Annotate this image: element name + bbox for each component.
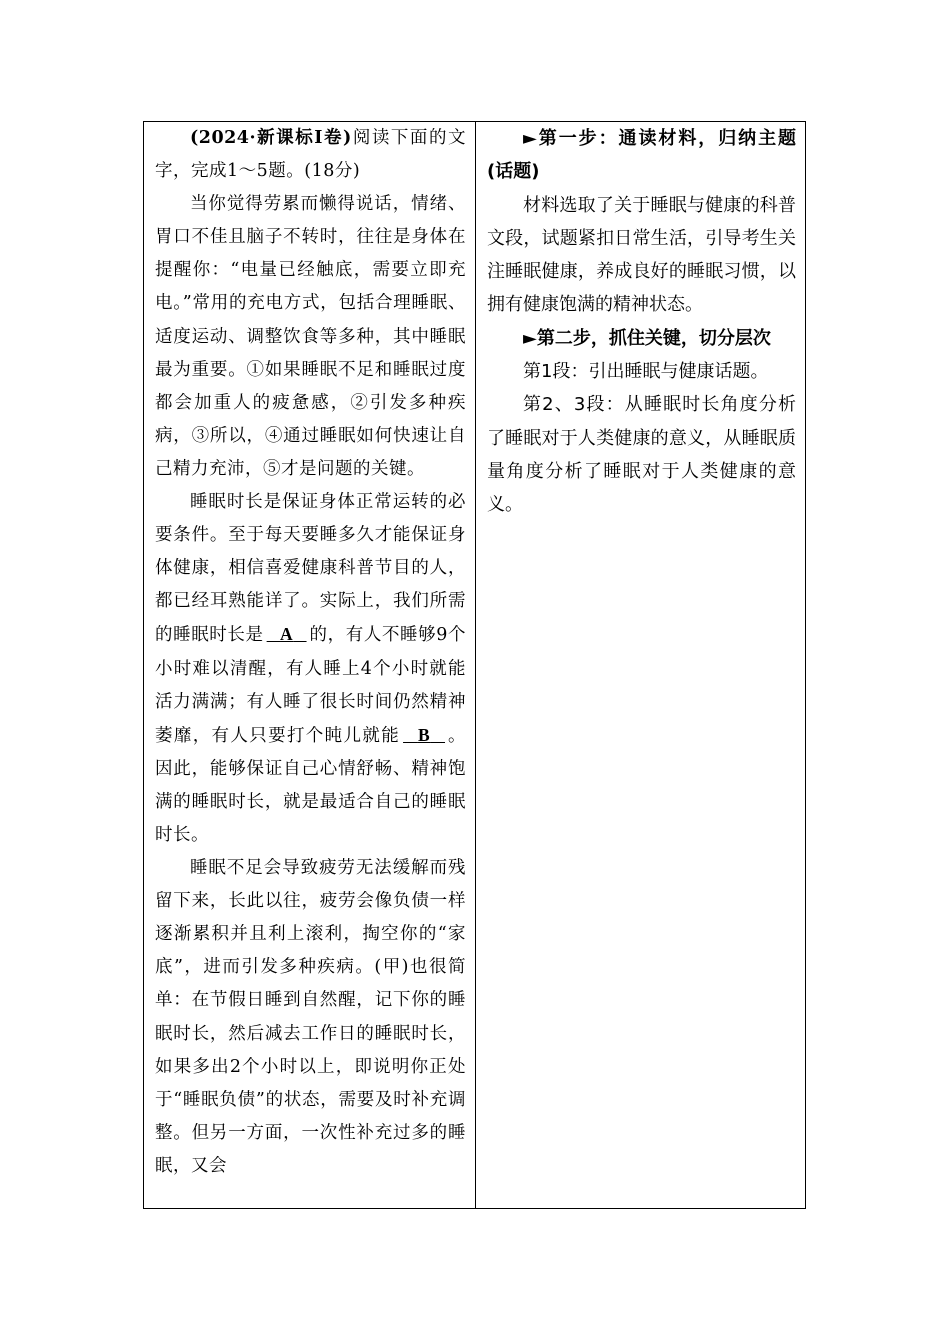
document-table [143, 121, 806, 1209]
question-source: (2024·新课标Ⅰ卷) [190, 128, 352, 148]
blank-a: A [280, 624, 294, 645]
passage-paragraph-3: 睡眠不足会导致疲劳无法缓解而残留下来，长此以往，疲劳会像负债一样逐渐累积并且利上滚利，掏空你的“家底”，进而引发多种疾病。(甲)也很简单：在节假日睡到自然醒，记下你的睡眠时长，然后减去工作日的睡眠时长，如果多出2个小时以上，即说明你正处于“睡眠负债”的状态，需要及时补充调整。但另一方面，一次性补充过多的睡眠，又会 [155, 858, 466, 1176]
blank-b: B [417, 724, 431, 745]
paragraph-2-3-summary: 第2、3段：从睡眠时长角度分析了睡眠对于人类健康的意义，从睡眠质量角度分析了睡眠对于人类健康的意义。 [487, 394, 796, 516]
step-2-heading: ►第二步，抓住关键，切分层次 [523, 327, 771, 349]
paragraph-2-part-3: 。因此，能够保证自己心情舒畅、精神饱满的睡眠时长，就是最适合自己的睡眠时长。 [155, 725, 467, 845]
passage-column [144, 122, 476, 1208]
paragraph-1-summary: 第1段：引出睡眠与健康话题。 [523, 361, 769, 383]
question-instruction: 阅读下面的文字，完成1～5题。(18分) [155, 128, 467, 182]
passage-paragraph-1: 当你觉得劳累而懒得说话，情绪、胃口不佳且脑子不转时，往往是身体在提醒你：“电量已经触底，需要立即充电。”常用的充电方式，包括合理睡眠、适度运动、调整饮食等多种，其中睡眠最为重要。①如果睡眠不足和睡眠过度都会加重人的疲惫感，②引发多种疾病，③所以，④通过睡眠如何快速让自己精力充沛，⑤才是问题的关键。 [155, 194, 466, 479]
passage-paragraph-2 [155, 486, 466, 852]
step-1-heading: ►第一步：通读材料，归纳主题(话题) [487, 128, 796, 183]
paragraph-2-part-2: 的，有人不睡够9个小时难以清醒，有人睡上4个小时就能活力满满；有人睡了很长时间仍然精神萎靡，有人只要打个盹儿就能 [155, 625, 466, 746]
step-1-text: 材料选取了关于睡眠与健康的科普文段，试题紧扣日常生活，引导考生关注睡眠健康，养成良好的睡眠习惯，以拥有健康饱满的精神状态。 [487, 194, 796, 316]
question-intro [155, 122, 466, 188]
paragraph-2-part-1: 睡眠时长是保证身体正常运转的必要条件。至于每天要睡多久才能保证身体健康，相信喜爱健康科普节目的人，都已经耳熟能详了。实际上，我们所需的睡眠时长是 [155, 492, 466, 646]
analysis-column [476, 122, 805, 1208]
